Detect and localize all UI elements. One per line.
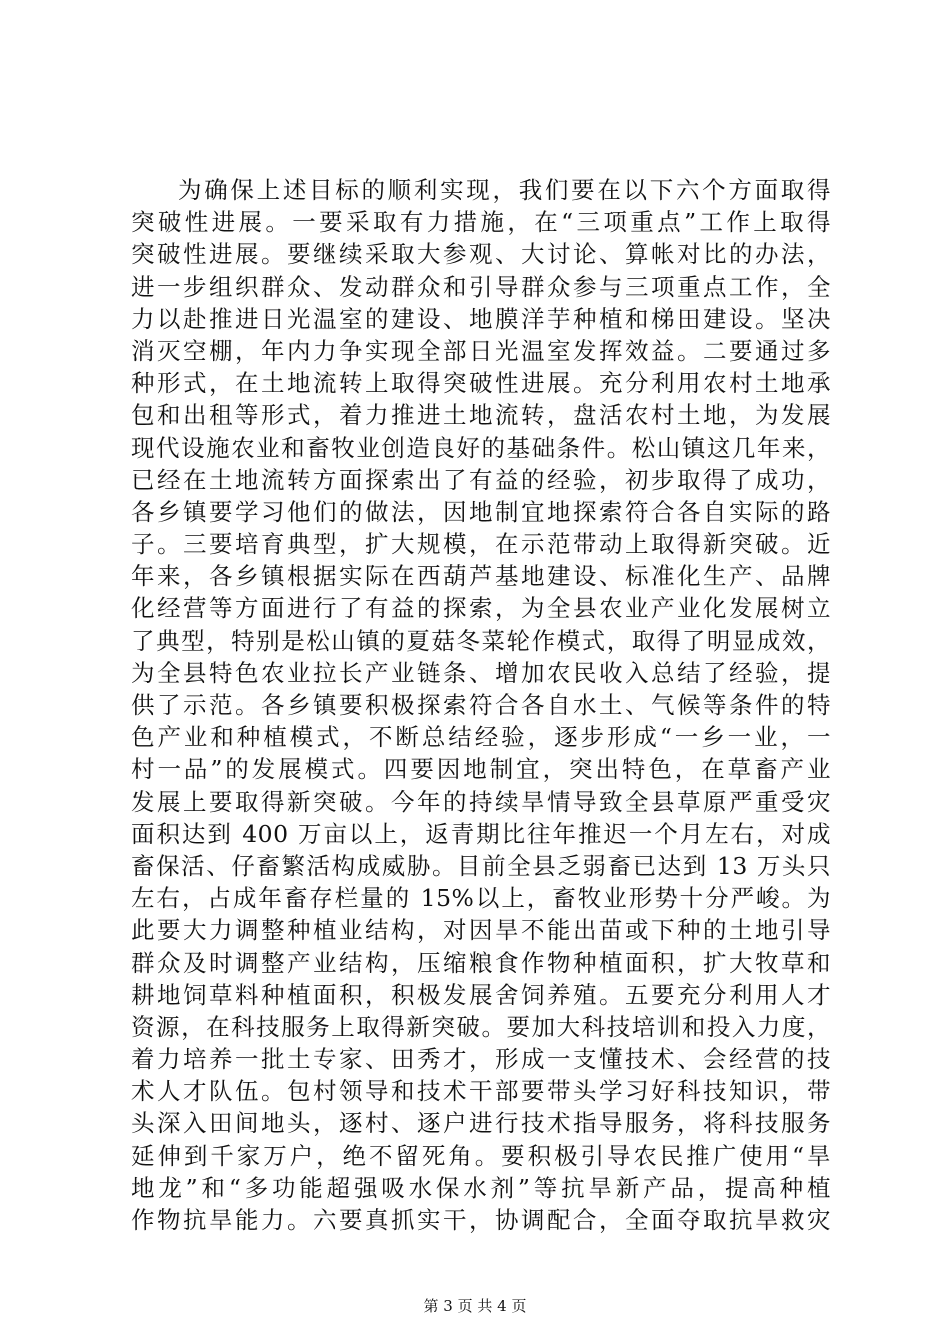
paragraph-line: 现代设施农业和畜牧业创造良好的基础条件。松山镇这几年来，: [131, 433, 831, 462]
paragraph-line: 子。三要培育典型，扩大规模，在示范带动上取得新突破。近: [131, 530, 831, 559]
paragraph-line: 已经在土地流转方面探索出了有益的经验，初步取得了成功，: [131, 465, 831, 494]
paragraph-line: 左右，占成年畜存栏量的 15%以上，畜牧业形势十分严峻。为: [131, 884, 831, 913]
paragraph-line: 各乡镇要学习他们的做法，因地制宜地探索符合各自实际的路: [131, 497, 831, 526]
paragraph-line: 突破性进展。一要采取有力措施，在“三项重点”工作上取得: [131, 208, 831, 237]
paragraph-line: 发展上要取得新突破。今年的持续旱情导致全县草原严重受灾: [131, 787, 831, 816]
page-number: 第 3 页 共 4 页: [423, 1297, 527, 1315]
paragraph-line: 种形式，在土地流转上取得突破性进展。充分利用农村土地承: [131, 369, 831, 398]
paragraph-line: 消灭空棚，年内力争实现全部日光温室发挥效益。二要通过多: [131, 336, 831, 365]
paragraph-line: 供了示范。各乡镇要积极探索符合各自水土、气候等条件的特: [131, 691, 831, 719]
paragraph-line: 此要大力调整种植业结构，对因旱不能出苗或下种的土地引导: [131, 916, 831, 945]
paragraph-line: 为全县特色农业拉长产业链条、增加农民收入总结了经验，提: [131, 658, 831, 687]
paragraph-line: 色产业和种植模式，不断总结经验，逐步形成“一乡一业，一: [131, 723, 831, 752]
page-footer: [0, 1296, 950, 1316]
paragraph-line: 资源，在科技服务上取得新突破。要加大科技培训和投入力度，: [131, 1012, 831, 1041]
paragraph-line: 村一品”的发展模式。四要因地制宜，突出特色，在草畜产业: [131, 755, 831, 784]
paragraph-line: 年来，各乡镇根据实际在西葫芦基地建设、标准化生产、品牌: [131, 562, 831, 591]
paragraph-line: 耕地饲草料种植面积，积极发展舍饲养殖。五要充分利用人才: [131, 980, 831, 1009]
paragraph-line: 化经营等方面进行了有益的探索，为全县农业产业化发展树立: [131, 594, 831, 623]
paragraph-line: 畜保活、仔畜繁活构成威胁。目前全县乏弱畜已达到 13 万头只: [131, 851, 831, 880]
paragraph-line: 了典型，特别是松山镇的夏菇冬菜轮作模式，取得了明显成效，: [131, 626, 831, 655]
paragraph-line: 为确保上述目标的顺利实现，我们要在以下六个方面取得: [178, 176, 831, 204]
paragraph-line: 进一步组织群众、发动群众和引导群众参与三项重点工作，全: [131, 272, 831, 301]
paragraph-line: 着力培养一批土专家、田秀才，形成一支懂技术、会经营的技: [131, 1045, 831, 1074]
paragraph-line: 包和出租等形式，着力推进土地流转，盘活农村土地，为发展: [131, 401, 831, 430]
paragraph-line: 头深入田间地头，逐村、逐户进行技术指导服务，将科技服务: [131, 1109, 831, 1138]
body-paragraph: [131, 174, 831, 1236]
paragraph-line: 突破性进展。要继续采取大参观、大讨论、算帐对比的办法，: [131, 240, 831, 269]
paragraph-line: 力以赴推进日光温室的建设、地膜洋芋种植和梯田建设。坚决: [131, 304, 831, 333]
paragraph-line: 面积达到 400 万亩以上，返青期比往年推迟一个月左右，对成: [131, 819, 831, 848]
paragraph-line: 延伸到千家万户，绝不留死角。要积极引导农民推广使用“旱: [131, 1141, 831, 1170]
paragraph-line: 群众及时调整产业结构，压缩粮食作物种植面积，扩大牧草和: [131, 948, 831, 977]
paragraph-line: 作物抗旱能力。六要真抓实干，协调配合，全面夺取抗旱救灾: [131, 1206, 831, 1234]
paragraph-line: 地龙”和“多功能超强吸水保水剂”等抗旱新产品，提高种植: [131, 1173, 831, 1202]
paragraph-line: 术人才队伍。包村领导和技术干部要带头学习好科技知识，带: [131, 1077, 831, 1106]
